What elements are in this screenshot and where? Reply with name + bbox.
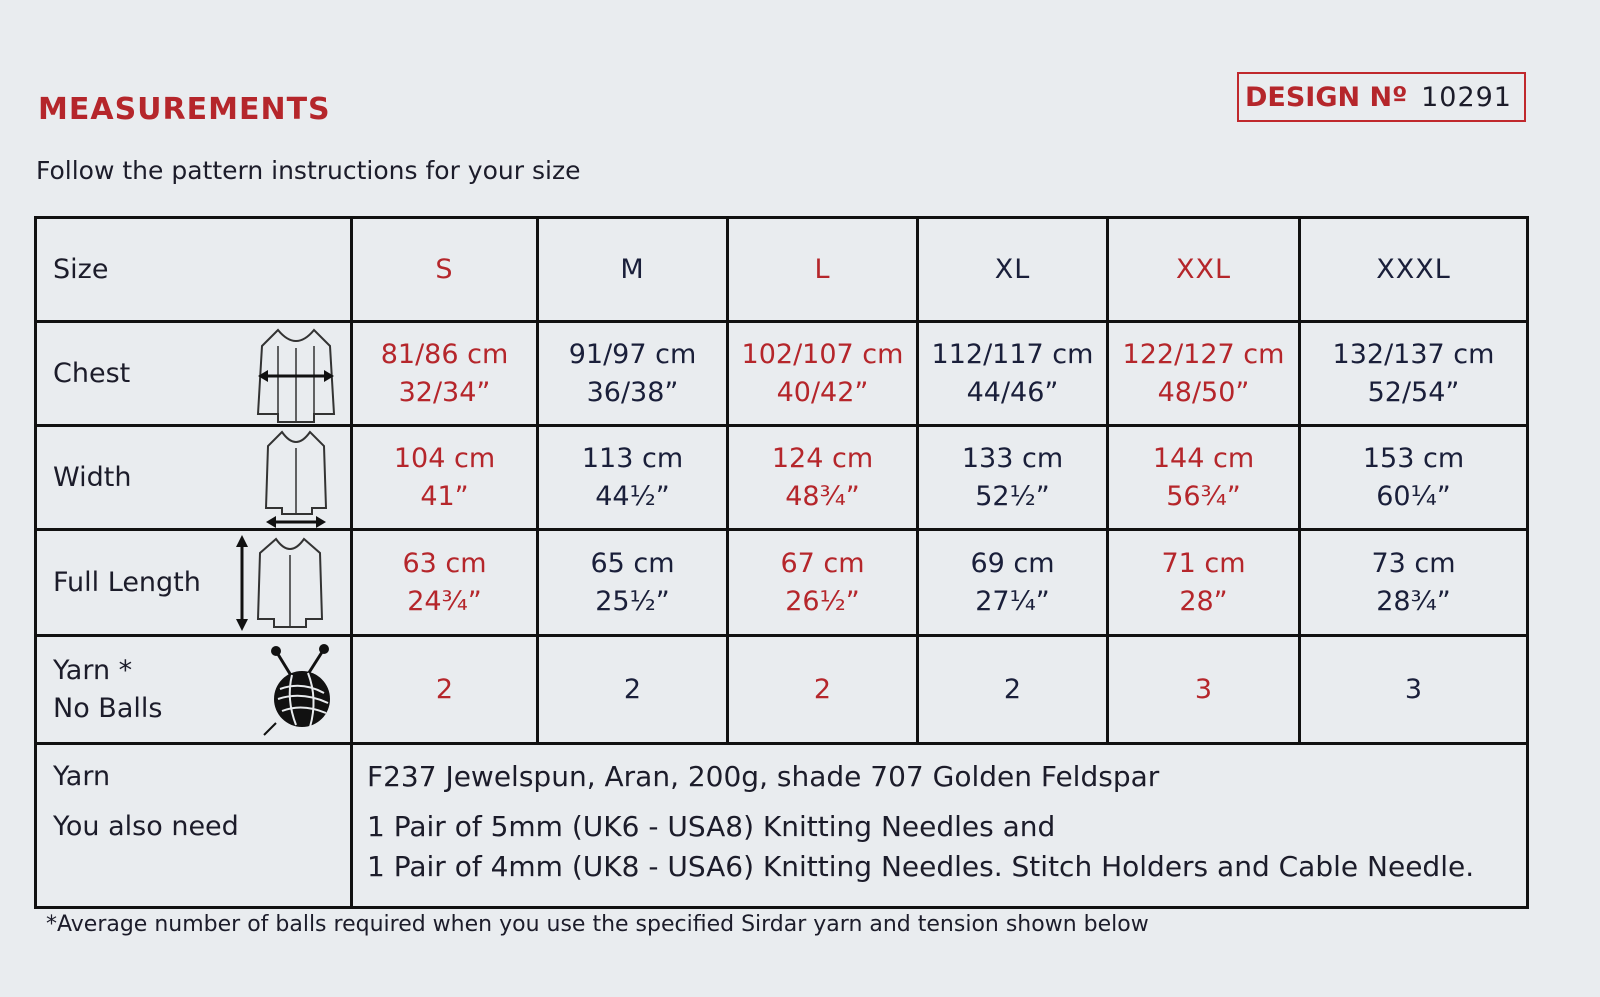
width-row-header xyxy=(36,426,352,530)
design-number-box xyxy=(1237,72,1526,122)
width-in-m: 44½” xyxy=(595,480,670,512)
width-cell-m xyxy=(538,426,728,530)
cardigan-length-icon xyxy=(234,533,338,633)
chest-cell-xxxl xyxy=(1300,322,1528,426)
length-cell-xl xyxy=(918,530,1108,636)
length-cell-xxxl xyxy=(1300,530,1528,636)
yarn-label: Yarn * xyxy=(53,654,133,686)
width-in-xxxl: 60¼” xyxy=(1376,480,1451,512)
chest-label: Chest xyxy=(53,357,131,389)
yarn-info-header xyxy=(36,744,352,908)
length-in-xl: 27¼” xyxy=(975,585,1050,617)
chest-in-xxxl: 52/54” xyxy=(1367,376,1460,408)
width-cell-l xyxy=(728,426,918,530)
balls-xl: 2 xyxy=(918,636,1108,744)
width-cell-s xyxy=(352,426,538,530)
width-cm-xl: 133 cm xyxy=(961,442,1064,474)
width-cm-s: 104 cm xyxy=(393,442,496,474)
width-in-xxl: 56¾” xyxy=(1166,480,1241,512)
yarn-balls-row xyxy=(36,636,1528,744)
design-number: 10291 xyxy=(1421,81,1512,113)
size-header-s: S xyxy=(352,218,538,322)
width-cell-xxl xyxy=(1108,426,1300,530)
width-cm-m: 113 cm xyxy=(581,442,684,474)
chest-cm-xxl: 122/127 cm xyxy=(1122,338,1285,370)
balls-xxl: 3 xyxy=(1108,636,1300,744)
chest-cm-xxxl: 132/137 cm xyxy=(1332,338,1495,370)
width-cell-xl xyxy=(918,426,1108,530)
length-in-l: 26½” xyxy=(785,585,860,617)
width-cm-xxxl: 153 cm xyxy=(1362,442,1465,474)
size-header-m: M xyxy=(538,218,728,322)
full-length-row xyxy=(36,530,1528,636)
chest-cm-xl: 112/117 cm xyxy=(931,338,1094,370)
balls-s: 2 xyxy=(352,636,538,744)
width-row xyxy=(36,426,1528,530)
length-cm-m: 65 cm xyxy=(590,547,675,579)
size-header-xl: XL xyxy=(918,218,1108,322)
balls-m: 2 xyxy=(538,636,728,744)
balls-xxxl: 3 xyxy=(1300,636,1528,744)
yarn-balls-row-header xyxy=(36,636,352,744)
yarn-description: F237 Jewelspun, Aran, 200g, shade 707 Golden Feldspar xyxy=(367,760,1160,793)
length-cell-l xyxy=(728,530,918,636)
width-cell-xxxl xyxy=(1300,426,1528,530)
length-in-xxxl: 28¾” xyxy=(1376,585,1451,617)
length-cm-xxxl: 73 cm xyxy=(1371,547,1456,579)
chest-cell-xl xyxy=(918,322,1108,426)
needles-line-2: 1 Pair of 4mm (UK8 - USA6) Knitting Needles. Stitch Holders and Cable Needle. xyxy=(367,850,1475,883)
yarn-info-label: Yarn xyxy=(53,761,111,792)
length-cell-xxl xyxy=(1108,530,1300,636)
design-label: DESIGN Nº xyxy=(1245,81,1408,113)
yarn-ball-icon xyxy=(262,643,338,737)
length-cell-m xyxy=(538,530,728,636)
size-header-xxxl: XXXL xyxy=(1300,218,1528,322)
size-header-l: L xyxy=(728,218,918,322)
needles-line-1: 1 Pair of 5mm (UK6 - USA8) Knitting Needles and xyxy=(367,810,1056,843)
chest-in-s: 32/34” xyxy=(398,376,491,408)
no-balls-label: No Balls xyxy=(53,692,163,724)
width-in-s: 41” xyxy=(420,480,469,512)
chest-cell-s xyxy=(352,322,538,426)
cardigan-chest-icon xyxy=(254,324,338,424)
full-length-row-header xyxy=(36,530,352,636)
length-in-m: 25½” xyxy=(595,585,670,617)
width-cm-xxl: 144 cm xyxy=(1152,442,1255,474)
size-row xyxy=(36,218,1528,322)
size-header-xxl: XXL xyxy=(1108,218,1300,322)
width-cm-l: 124 cm xyxy=(771,442,874,474)
length-cm-s: 63 cm xyxy=(402,547,487,579)
chest-cm-s: 81/86 cm xyxy=(380,338,509,370)
cardigan-width-icon xyxy=(254,428,338,528)
chest-in-xxl: 48/50” xyxy=(1157,376,1250,408)
length-cm-xl: 69 cm xyxy=(970,547,1055,579)
chest-cell-xxl xyxy=(1108,322,1300,426)
page-subtitle: Follow the pattern instructions for your size xyxy=(36,156,581,185)
balls-l: 2 xyxy=(728,636,918,744)
chest-cell-m xyxy=(538,322,728,426)
chest-cell-l xyxy=(728,322,918,426)
page-title: MEASUREMENTS xyxy=(38,92,331,127)
full-length-label: Full Length xyxy=(53,566,201,598)
width-in-l: 48¾” xyxy=(785,480,860,512)
length-in-xxl: 28” xyxy=(1179,585,1228,617)
size-label: Size xyxy=(53,253,109,285)
chest-row-header xyxy=(36,322,352,426)
footnote: *Average number of balls required when you use the specified Sirdar yarn and tension shown below xyxy=(46,912,1149,937)
size-row-header xyxy=(36,218,352,322)
yarn-info-row xyxy=(36,744,1528,908)
chest-row xyxy=(36,322,1528,426)
width-in-xl: 52½” xyxy=(975,480,1050,512)
chest-in-m: 36/38” xyxy=(586,376,679,408)
chest-in-l: 40/42” xyxy=(776,376,869,408)
measurements-table xyxy=(34,216,1529,909)
length-cm-xxl: 71 cm xyxy=(1161,547,1246,579)
chest-in-xl: 44/46” xyxy=(966,376,1059,408)
length-in-s: 24¾” xyxy=(407,585,482,617)
you-also-need-label: You also need xyxy=(53,811,239,842)
length-cell-s xyxy=(352,530,538,636)
chest-cm-l: 102/107 cm xyxy=(741,338,904,370)
yarn-info-details xyxy=(352,744,1528,908)
chest-cm-m: 91/97 cm xyxy=(568,338,697,370)
width-label: Width xyxy=(53,461,132,493)
length-cm-l: 67 cm xyxy=(780,547,865,579)
